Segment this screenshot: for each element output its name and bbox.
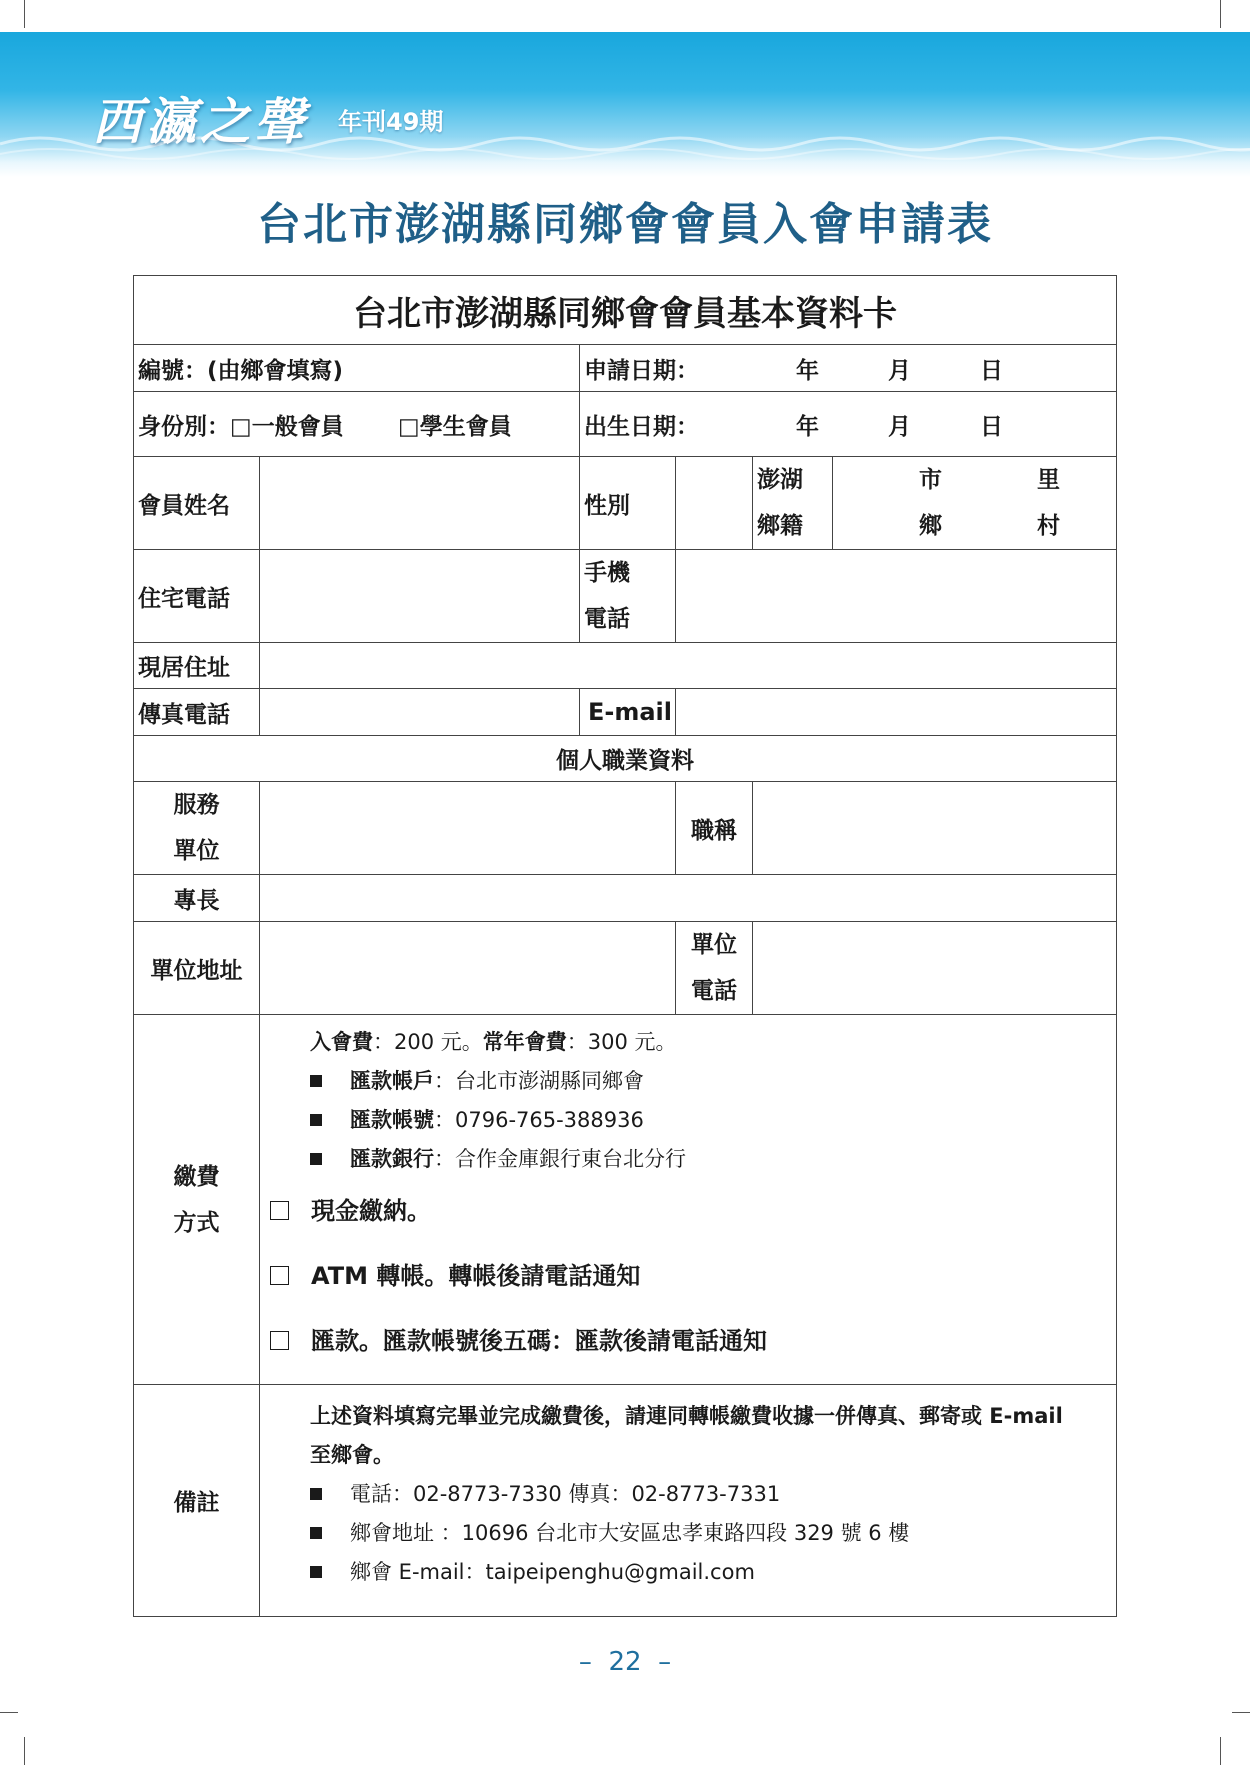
checkbox-icon[interactable] — [270, 1201, 289, 1220]
employer-label-line1: 服務 — [173, 792, 220, 818]
day-label: 日 — [980, 413, 1003, 440]
member-name-input[interactable] — [260, 457, 580, 550]
crop-mark — [1220, 0, 1221, 28]
specialty-input[interactable] — [260, 875, 1117, 922]
gender-label: 性別 — [580, 457, 676, 550]
identity-label: 身份別： — [138, 413, 230, 440]
fee-entry-label: 入會費 — [310, 1030, 373, 1054]
hometown-label-line2: 鄉籍 — [757, 513, 803, 539]
remarks-text-line2: 至鄉會。 — [310, 1443, 394, 1467]
birth-date-label: 出生日期： — [584, 413, 699, 440]
work-address-label: 單位地址 — [134, 922, 260, 1015]
hometown-label — [753, 457, 833, 550]
option-cash[interactable] — [266, 1179, 1116, 1244]
bullet-icon — [310, 1114, 322, 1126]
account-name-label: 匯款帳戶 — [350, 1069, 434, 1093]
work-phone-label — [676, 922, 753, 1015]
address-label: 現居住址 — [134, 643, 260, 689]
employer-input[interactable] — [260, 782, 676, 875]
payment-method-label — [134, 1015, 260, 1385]
year-label: 年 — [796, 413, 819, 440]
work-address-input[interactable] — [260, 922, 676, 1015]
hometown-input[interactable] — [833, 457, 1117, 550]
remarks-address-item — [266, 1514, 1116, 1553]
address-input[interactable] — [260, 643, 1117, 689]
work-phone-input[interactable] — [753, 922, 1117, 1015]
email-label: E-mail — [580, 689, 676, 736]
gender-input[interactable] — [676, 457, 753, 550]
mobile-input[interactable] — [676, 550, 1117, 643]
job-title-input[interactable] — [753, 782, 1117, 875]
remarks-text-line1: 上述資料填寫完畢並完成繳費後，請連同轉帳繳費收據一併傳真、郵寄或 E-mail — [310, 1404, 1063, 1428]
membership-form — [133, 275, 1117, 1617]
city-label: 市 — [919, 467, 942, 493]
mobile-label-line2: 電話 — [584, 606, 630, 632]
bullet-icon — [310, 1153, 322, 1165]
option-cash-label: 現金繳納。 — [311, 1197, 431, 1225]
fee-entry-value: ：200 元。 — [373, 1030, 483, 1054]
specialty-label: 專長 — [134, 875, 260, 922]
remarks-details — [260, 1385, 1117, 1617]
option-atm[interactable] — [266, 1244, 1116, 1309]
bullet-icon — [310, 1075, 322, 1087]
mobile-label — [580, 550, 676, 643]
account-number-value: ：0796-765-388936 — [434, 1108, 644, 1132]
remarks-address: 鄉會地址 ：10696 台北市大安區忠孝東路四段 329 號 6 樓 — [350, 1521, 910, 1545]
identity-student-checkbox[interactable]: □學生會員 — [398, 413, 512, 440]
village-label: 村 — [1037, 513, 1060, 539]
member-name-label: 會員姓名 — [134, 457, 260, 550]
crop-mark — [24, 0, 25, 28]
bank-value: ：合作金庫銀行東台北分行 — [434, 1147, 686, 1171]
option-atm-label: ATM 轉帳。轉帳後請電話通知 — [311, 1262, 641, 1290]
account-name-value: ：台北市澎湖縣同鄉會 — [434, 1069, 644, 1093]
job-title-label: 職稱 — [676, 782, 753, 875]
work-phone-label-line2: 電話 — [691, 978, 737, 1004]
hometown-label-line1: 澎湖 — [757, 467, 803, 493]
township-label: 鄉 — [919, 513, 942, 539]
remarks-text — [266, 1397, 1116, 1475]
page-number: – 22 – — [578, 1647, 672, 1677]
magazine-logo: 西瀛之聲 — [92, 92, 308, 151]
month-label: 月 — [888, 357, 911, 384]
apply-date-field[interactable] — [580, 345, 1117, 392]
fax-label: 傳真電話 — [134, 689, 260, 736]
bullet-icon — [310, 1527, 322, 1539]
year-label: 年 — [796, 357, 819, 384]
crop-mark — [24, 1737, 25, 1765]
home-phone-input[interactable] — [260, 550, 580, 643]
birth-date-field[interactable] — [580, 392, 1117, 457]
checkbox-icon[interactable] — [270, 1266, 289, 1285]
member-number-field[interactable]: 編號：(由鄉會填寫) — [134, 345, 580, 392]
remarks-email: 鄉會 E-mail：taipeipenghu@gmail.com — [350, 1560, 755, 1584]
identity-general-checkbox[interactable]: □一般會員 — [230, 413, 344, 440]
fee-annual-label: 常年會費 — [482, 1030, 567, 1054]
home-phone-label: 住宅電話 — [134, 550, 260, 643]
apply-date-label: 申請日期： — [584, 357, 699, 384]
email-input[interactable] — [676, 689, 1117, 736]
remarks-phone: 電話：02-8773-7330 傳真：02-8773-7331 — [350, 1482, 781, 1506]
fax-input[interactable] — [260, 689, 580, 736]
fee-annual-value: ：300 元。 — [566, 1030, 677, 1054]
mobile-label-line1: 手機 — [584, 560, 630, 586]
page-number-value: 22 — [608, 1647, 642, 1677]
checkbox-icon[interactable] — [270, 1331, 289, 1350]
work-phone-label-line1: 單位 — [691, 932, 737, 958]
option-remit-label: 匯款。匯款帳號後五碼：匯款後請電話通知 — [311, 1327, 767, 1355]
month-label: 月 — [888, 413, 911, 440]
remarks-label: 備註 — [134, 1385, 260, 1617]
li-label: 里 — [1037, 467, 1060, 493]
bank-item — [266, 1140, 1116, 1179]
account-number-item — [266, 1101, 1116, 1140]
account-number-label: 匯款帳號 — [350, 1108, 434, 1132]
day-label: 日 — [980, 357, 1003, 384]
bullet-icon — [310, 1488, 322, 1500]
crop-mark — [1220, 1737, 1221, 1765]
bullet-icon — [310, 1566, 322, 1578]
bank-label: 匯款銀行 — [350, 1147, 434, 1171]
crop-mark — [1232, 1712, 1250, 1713]
remarks-phone-item — [266, 1475, 1116, 1514]
page-title: 台北市澎湖縣同鄉會會員入會申請表 — [257, 199, 993, 250]
remarks-email-item — [266, 1553, 1116, 1592]
option-remit[interactable] — [266, 1309, 1116, 1374]
payment-label-line2: 方式 — [173, 1209, 220, 1236]
employer-label-line2: 單位 — [173, 838, 220, 864]
crop-mark — [0, 1712, 18, 1713]
card-title: 台北市澎湖縣同鄉會會員基本資料卡 — [134, 276, 1117, 345]
payment-label-line1: 繳費 — [173, 1163, 220, 1190]
fee-line — [266, 1023, 1116, 1062]
account-name-item — [266, 1062, 1116, 1101]
employer-label — [134, 782, 260, 875]
payment-details — [260, 1015, 1117, 1385]
identity-field[interactable] — [134, 392, 580, 457]
career-section-header: 個人職業資料 — [134, 736, 1117, 782]
issue-label: 年刊49期 — [338, 108, 444, 136]
